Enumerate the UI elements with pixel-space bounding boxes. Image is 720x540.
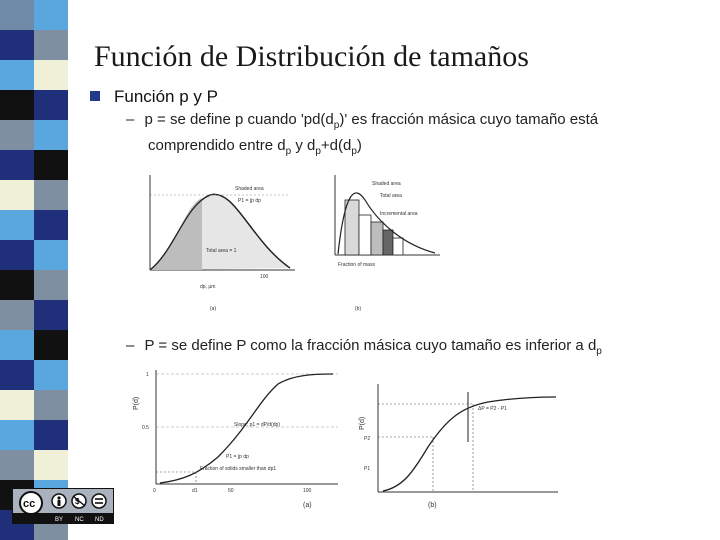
fig-bottom-a-x0: 0 <box>153 488 156 494</box>
fig-a-ann-total: Total area = 1 <box>206 248 237 254</box>
sub1-subscript-p2: p <box>285 146 292 157</box>
sub1-line1-end: )' es fracción másica cuyo tamaño está <box>339 111 599 128</box>
cc-by: BY <box>55 517 64 523</box>
creative-commons-by-nc-nd-icon <box>12 488 114 524</box>
fig-bottom-b-y-label: P(d) <box>359 416 366 430</box>
fig-b-ann-incremental: Incremental area <box>380 211 418 217</box>
slide-title: Función de Distribución de tamaños <box>94 40 529 73</box>
fig-bottom-a-d1: d1 <box>192 488 198 494</box>
fig-bottom-a-fraction: Fraction of solids smaller than dp1 <box>200 466 277 472</box>
figure-a-density-curve <box>150 175 295 312</box>
fig-bottom-b-p1: P1 <box>364 466 371 472</box>
fig-bottom-a-x50: 50 <box>228 488 234 494</box>
fig-a-label: (a) <box>210 306 217 312</box>
sub1-line2-start: comprendido entre d <box>148 137 286 154</box>
fig-b-label: (b) <box>355 306 362 312</box>
fig-bottom-a-slope: Slope: p1 = dP/d(dp) <box>234 422 281 428</box>
figure-a-cumulative-curve <box>133 370 338 509</box>
sub1-line1: p = se define p cuando 'pd(d <box>144 111 334 128</box>
dash-marker-2: – <box>126 337 135 354</box>
fig-b-ann-total: Total area <box>380 193 402 199</box>
top-distribution-figure <box>140 170 445 315</box>
sub-bullet-P-definition <box>126 336 686 362</box>
cc-nd: ND <box>95 517 104 523</box>
sub1-subscript-p4: p <box>351 146 357 157</box>
fig-bottom-a-x100: 100 <box>303 488 312 494</box>
fig-bottom-a-tick-1: 1 <box>146 372 149 378</box>
cc-badge-graphic <box>13 489 113 523</box>
fig-b-ann-fraction: Fraction of mass <box>338 262 375 268</box>
sub2-subscript-p: p <box>596 346 602 357</box>
fig-a-ann-p1: P1 = ∫p dp <box>238 198 261 204</box>
figure-b-histogram <box>335 175 440 312</box>
sub1-line2-end: ) <box>356 137 362 154</box>
fig-bottom-a-label: (a) <box>303 502 312 509</box>
fig-a-tick-100: 100 <box>260 274 269 280</box>
fig-b-ann-shaded: Shaded area <box>372 181 401 187</box>
fig-bottom-a-p1: P1 = ∫p dp <box>226 454 249 460</box>
fig-bottom-b-p2: P2 <box>364 436 371 442</box>
svg-text:$: $ <box>75 497 80 506</box>
bullet-funcion-p-y-p <box>90 87 218 107</box>
sub1-line2-mid: y d <box>291 137 316 154</box>
sub1-line2-plus: +d(d <box>320 137 352 154</box>
square-bullet-icon <box>90 91 100 101</box>
sub2-text: P = se define P como la fracción másica cuyo tamaño es inferior a d <box>144 337 597 354</box>
decorative-left-stripe <box>0 0 68 540</box>
sub1-subscript-p: p <box>333 120 340 131</box>
figure-b-cumulative-delta <box>359 384 558 509</box>
fig-bottom-a-y-label: P(d) <box>133 396 140 410</box>
sub-bullet-p-definition <box>126 110 666 162</box>
fig-bottom-a-tick-05: 0.5 <box>142 425 149 431</box>
fig-a-ann-shaded: Shaded area <box>235 186 264 192</box>
fig-bottom-b-label: (b) <box>428 502 437 509</box>
sub1-subscript-p3: p <box>315 146 321 157</box>
bullet-text: Función p y P <box>114 87 218 106</box>
fig-a-x-label: dp, µm <box>200 284 216 290</box>
fig-bottom-b-delta: ΔP = P2 - P1 <box>478 406 507 412</box>
cc-text: cc <box>23 498 36 510</box>
cc-nc: NC <box>75 517 84 523</box>
dash-marker: – <box>126 111 135 128</box>
bottom-cumulative-figure <box>128 362 568 517</box>
